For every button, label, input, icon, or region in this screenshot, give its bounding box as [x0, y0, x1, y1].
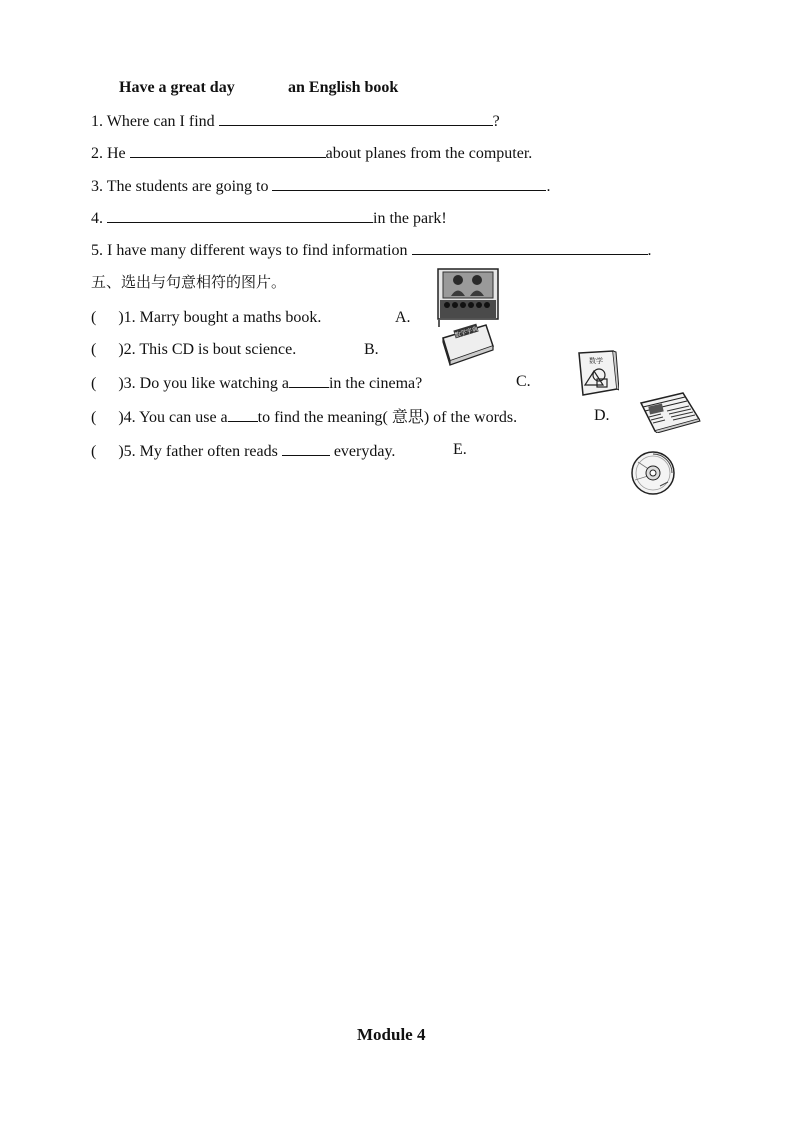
paren-close: )	[118, 341, 124, 358]
paren-close: )	[118, 309, 124, 326]
match-blank-5[interactable]	[282, 440, 330, 456]
match-question-3	[91, 372, 422, 394]
option-letter-a: A.	[395, 309, 411, 326]
paren-open: (	[91, 341, 97, 358]
question-5-text: 5. I have many different ways to find information	[91, 242, 412, 259]
module-title: Module 4	[357, 1025, 426, 1044]
blank-question-3	[91, 175, 550, 197]
question-3-text: 3. The students are going to	[91, 178, 273, 195]
match-blank-3[interactable]	[289, 372, 329, 388]
option-letter-e: E.	[453, 441, 467, 458]
match-blank-4[interactable]	[228, 406, 258, 422]
newspaper-icon	[639, 391, 701, 433]
question-5-end: .	[647, 242, 652, 259]
maths-book-title: 数学	[589, 357, 603, 365]
match-5-end: everyday.	[329, 443, 396, 460]
paren-close: )	[118, 443, 124, 460]
maths-book-icon	[577, 349, 619, 397]
match-question-1	[91, 308, 321, 328]
dictionary-cover-text: 数学字典	[453, 325, 479, 340]
question-4-text: 4.	[91, 210, 107, 227]
question-4-end: in the park!	[373, 210, 447, 227]
answer-blank-1[interactable]	[219, 110, 493, 126]
phrase-have-a-great-day: Have a great day	[119, 79, 235, 96]
answer-blank-2[interactable]	[130, 142, 326, 158]
section-5-title: 五、选出与句意相符的图片。	[91, 273, 287, 291]
match-4-text: 4. You can use a	[123, 409, 228, 426]
phrase-an-english-book: an English book	[288, 79, 399, 96]
question-1-end: ?	[492, 113, 500, 130]
answer-blank-4[interactable]	[107, 207, 373, 223]
option-letter-b: B.	[364, 341, 379, 358]
match-1-text: 1. Marry bought a maths book.	[123, 309, 322, 326]
match-4-end: to find the meaning( 意思) of the words.	[257, 409, 518, 426]
blank-question-2	[91, 142, 532, 164]
question-3-end: .	[546, 178, 551, 195]
match-3-end: in the cinema?	[328, 375, 423, 392]
match-5-text: 5. My father often reads	[123, 443, 282, 460]
option-letter-c: C.	[516, 373, 531, 390]
match-3-text: 3. Do you like watching a	[123, 375, 289, 392]
cd-disc-icon	[630, 450, 676, 496]
paren-open: (	[91, 375, 97, 392]
option-letter-d: D.	[594, 407, 610, 424]
paren-open: (	[91, 443, 97, 460]
match-question-4	[91, 406, 517, 428]
match-2-text: 2. This CD is bout science.	[123, 341, 297, 358]
question-2-text: 2. He	[91, 145, 130, 162]
blank-question-1	[91, 110, 500, 132]
film-screen-icon	[437, 268, 499, 328]
paren-open: (	[91, 409, 97, 426]
paren-close: )	[118, 409, 124, 426]
match-question-2	[91, 340, 296, 360]
paren-close: )	[118, 375, 124, 392]
answer-blank-3[interactable]	[272, 175, 546, 191]
blank-question-5	[91, 239, 652, 261]
paren-open: (	[91, 309, 97, 326]
dictionary-book-icon	[440, 320, 496, 366]
match-question-5	[91, 440, 395, 462]
question-1-text: 1. Where can I find	[91, 113, 219, 130]
blank-question-4	[91, 207, 447, 229]
answer-blank-5[interactable]	[412, 239, 648, 255]
question-2-end: about planes from the computer.	[325, 145, 533, 162]
